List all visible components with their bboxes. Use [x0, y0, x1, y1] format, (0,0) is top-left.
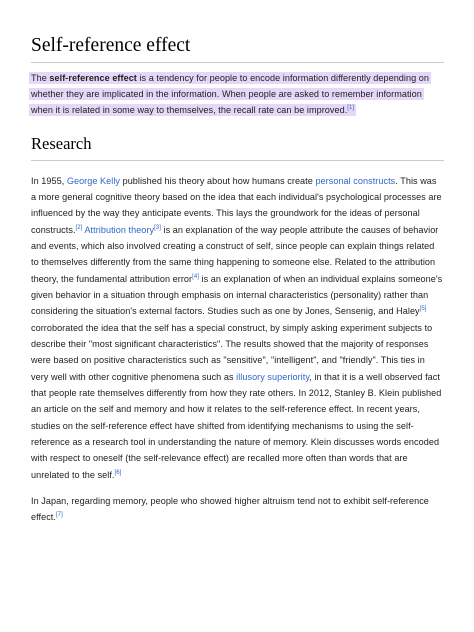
lead-paragraph — [29, 70, 444, 119]
article — [31, 34, 444, 526]
lead-term: self-reference effect — [49, 73, 137, 83]
link-illusory-superiority[interactable]: illusory superiority — [236, 371, 310, 382]
page-title: Self-reference effect — [31, 34, 444, 63]
citation-3[interactable]: [3] — [154, 224, 161, 231]
link-george-kelly[interactable]: George Kelly — [66, 175, 121, 186]
section-heading-research: Research — [31, 133, 444, 161]
citation-2[interactable]: [2] — [75, 224, 83, 231]
citation-4[interactable]: [4] — [192, 273, 199, 280]
research-paragraph-1: In 1955, George Kelly published his theory about how humans create personal constructs. This was a more general cognitive theory based on the idea that each individual's psychological processes are influenced by the way they anticipate events. This lays the groundwork for the ideas of personal constructs.[2] Attribution theory[3] is an explanation of the way people attribute the causes of behavior and events, which also involved creating a construct of self, since people can explain things related to themselves differently from the same thing happening to someone else. Related to the attribution theory, the fundamental attribution error[4] is an explanation of when an individual explains someone's given behavior in a situation through emphasis on internal characteristics (personality) rather than considering the situation's external factors. Studies such as one by Jones, Sensenig, and Haley[5] corroborated the idea that the self has a special construct, by simply asking experiment subjects to describe their "most significant characteristics". The results showed that the majority of responses were based on positive characteristics such as "sensitive", "intelligent", and "friendly". This ties in very well with other cognitive phenomena such as illusory superiority, in that it is a well observed fact that people rate themselves differently from how they rate others. In 2012, Stanley B. Klein published an article on the self and memory and how it relates to the self-reference effect. In recent years, studies on the self-reference effect have shifted from identifying mechanisms to using the self-reference as a research tool in understanding the nature of memory. Klein discusses words encoded with respect to oneself (the self-relevance effect) are recalled more often than words that are unrelated to the self.[6] — [31, 175, 443, 480]
link-personal-constructs[interactable]: personal constructs — [315, 175, 396, 186]
highlighted-lead: The self-reference effect is a tendency for people to encode information differently depending on whether they are implicated in the information. When people are asked to remember information when it is related in some way to themselves, the recall rate can be improved.[1] — [31, 73, 429, 116]
citation-1[interactable]: [1] — [347, 105, 355, 112]
citation-7[interactable]: [7] — [55, 512, 63, 519]
research-paragraph-2: In Japan, regarding memory, people who showed higher altruism tend not to exhibit self-reference effect.[7] — [31, 496, 429, 523]
citation-6[interactable]: [6] — [114, 469, 122, 476]
citation-5[interactable]: [5] — [419, 306, 427, 313]
link-attribution-theory[interactable]: Attribution theory — [84, 224, 155, 235]
